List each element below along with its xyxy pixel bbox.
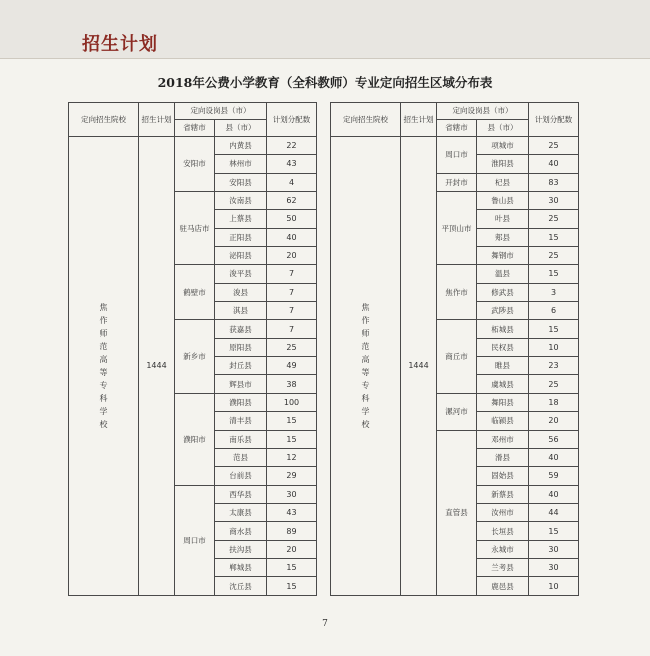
plan-total: 1444 <box>401 136 437 595</box>
quota-value: 20 <box>267 246 317 264</box>
prefecture-name: 焦作市 <box>437 265 477 320</box>
prefecture-name: 安阳市 <box>175 136 215 191</box>
quota-value: 40 <box>529 485 579 503</box>
county-name: 温县 <box>477 265 529 283</box>
quota-value: 25 <box>529 136 579 154</box>
quota-value: 56 <box>529 430 579 448</box>
prefecture-name: 周口市 <box>437 136 477 173</box>
county-name: 修武县 <box>477 283 529 301</box>
allocation-table-right <box>330 102 579 596</box>
quota-value: 59 <box>529 467 579 485</box>
header-prefecture: 省辖市 <box>437 119 477 136</box>
quota-value: 25 <box>529 246 579 264</box>
quota-value: 89 <box>267 522 317 540</box>
county-name: 汝南县 <box>215 191 267 209</box>
county-name: 范县 <box>215 448 267 466</box>
school-name <box>331 136 401 595</box>
quota-value: 25 <box>529 375 579 393</box>
quota-value: 40 <box>529 448 579 466</box>
quota-value: 43 <box>267 155 317 173</box>
county-name: 郏县 <box>477 228 529 246</box>
quota-value: 44 <box>529 503 579 521</box>
county-name: 太康县 <box>215 503 267 521</box>
header-county: 县（市） <box>215 119 267 136</box>
school-name-vertical: 焦作师范高等专科学校 <box>99 302 108 429</box>
prefecture-name: 开封市 <box>437 173 477 191</box>
quota-value: 38 <box>267 375 317 393</box>
quota-value: 3 <box>529 283 579 301</box>
quota-value: 23 <box>529 357 579 375</box>
county-name: 封丘县 <box>215 357 267 375</box>
prefecture-name: 驻马店市 <box>175 191 215 264</box>
county-name: 长垣县 <box>477 522 529 540</box>
county-name: 叶县 <box>477 210 529 228</box>
header-school: 定向招生院校 <box>69 103 139 137</box>
county-name: 内黄县 <box>215 136 267 154</box>
school-name <box>69 136 139 595</box>
quota-value: 15 <box>529 320 579 338</box>
quota-value: 22 <box>267 136 317 154</box>
quota-value: 18 <box>529 393 579 411</box>
county-name: 舞钢市 <box>477 246 529 264</box>
document-title: 2018年公费小学教育（全科教师）专业定向招生区域分布表 <box>157 75 493 90</box>
county-name: 兰考县 <box>477 559 529 577</box>
prefecture-name: 平顶山市 <box>437 191 477 264</box>
county-name: 滑县 <box>477 448 529 466</box>
quota-value: 25 <box>267 338 317 356</box>
header-plan: 招生计划 <box>139 103 175 137</box>
quota-value: 4 <box>267 173 317 191</box>
county-name: 商水县 <box>215 522 267 540</box>
quota-value: 50 <box>267 210 317 228</box>
county-name: 濮阳县 <box>215 393 267 411</box>
county-name: 台前县 <box>215 467 267 485</box>
header-region: 定向设岗县（市） <box>437 103 529 120</box>
prefecture-name: 直管县 <box>437 430 477 595</box>
quota-value: 10 <box>529 338 579 356</box>
county-name: 鲁山县 <box>477 191 529 209</box>
county-name: 淮阳县 <box>477 155 529 173</box>
county-name: 浚县 <box>215 283 267 301</box>
header-region: 定向设岗县（市） <box>175 103 267 120</box>
county-name: 固始县 <box>477 467 529 485</box>
quota-value: 49 <box>267 357 317 375</box>
county-name: 舞阳县 <box>477 393 529 411</box>
quota-value: 20 <box>267 540 317 558</box>
school-name-vertical: 焦作师范高等专科学校 <box>361 302 370 429</box>
quota-value: 40 <box>529 155 579 173</box>
county-name: 沈丘县 <box>215 577 267 596</box>
county-name: 正阳县 <box>215 228 267 246</box>
county-name: 杞县 <box>477 173 529 191</box>
quota-value: 10 <box>529 577 579 596</box>
prefecture-name: 濮阳市 <box>175 393 215 485</box>
quota-value: 15 <box>267 559 317 577</box>
prefecture-name: 周口市 <box>175 485 215 595</box>
header-county: 县（市） <box>477 119 529 136</box>
prefecture-name: 商丘市 <box>437 320 477 393</box>
county-name: 原阳县 <box>215 338 267 356</box>
quota-value: 15 <box>267 430 317 448</box>
county-name: 泌阳县 <box>215 246 267 264</box>
quota-value: 29 <box>267 467 317 485</box>
county-name: 清丰县 <box>215 412 267 430</box>
county-name: 民权县 <box>477 338 529 356</box>
quota-value: 30 <box>529 559 579 577</box>
quota-value: 7 <box>267 265 317 283</box>
county-name: 辉县市 <box>215 375 267 393</box>
quota-value: 15 <box>529 228 579 246</box>
county-name: 南乐县 <box>215 430 267 448</box>
quota-value: 83 <box>529 173 579 191</box>
quota-value: 43 <box>267 503 317 521</box>
quota-value: 15 <box>267 577 317 596</box>
county-name: 临颍县 <box>477 412 529 430</box>
quota-value: 7 <box>267 320 317 338</box>
prefecture-name: 新乡市 <box>175 320 215 393</box>
plan-total: 1444 <box>139 136 175 595</box>
county-name: 鹿邑县 <box>477 577 529 596</box>
county-name: 新蔡县 <box>477 485 529 503</box>
county-name: 安阳县 <box>215 173 267 191</box>
page-number: 7 <box>322 619 328 629</box>
county-name: 汝州市 <box>477 503 529 521</box>
county-name: 淇县 <box>215 302 267 320</box>
header-quota: 计划分配数 <box>267 103 317 137</box>
header-prefecture: 省辖市 <box>175 119 215 136</box>
table-row <box>331 136 579 154</box>
quota-value: 20 <box>529 412 579 430</box>
quota-value: 15 <box>529 522 579 540</box>
county-name: 扶沟县 <box>215 540 267 558</box>
quota-value: 12 <box>267 448 317 466</box>
county-name: 睢县 <box>477 357 529 375</box>
allocation-table-left <box>68 102 317 596</box>
prefecture-name: 鹤壁市 <box>175 265 215 320</box>
quota-value: 100 <box>267 393 317 411</box>
county-name: 上蔡县 <box>215 210 267 228</box>
county-name: 武陟县 <box>477 302 529 320</box>
quota-value: 15 <box>267 412 317 430</box>
county-name: 邓州市 <box>477 430 529 448</box>
prefecture-name: 漯河市 <box>437 393 477 430</box>
header-school: 定向招生院校 <box>331 103 401 137</box>
quota-value: 30 <box>529 540 579 558</box>
county-name: 虞城县 <box>477 375 529 393</box>
county-name: 浚平县 <box>215 265 267 283</box>
header-row <box>69 103 317 120</box>
county-name: 西华县 <box>215 485 267 503</box>
county-name: 林州市 <box>215 155 267 173</box>
section-title: 招生计划 <box>82 34 158 55</box>
county-name: 永城市 <box>477 540 529 558</box>
header-row <box>331 103 579 120</box>
title-divider <box>0 58 650 59</box>
quota-value: 7 <box>267 283 317 301</box>
quota-value: 7 <box>267 302 317 320</box>
quota-value: 30 <box>529 191 579 209</box>
quota-value: 62 <box>267 191 317 209</box>
quota-value: 40 <box>267 228 317 246</box>
county-name: 项城市 <box>477 136 529 154</box>
table-row <box>69 136 317 154</box>
county-name: 柘城县 <box>477 320 529 338</box>
quota-value: 15 <box>529 265 579 283</box>
quota-value: 25 <box>529 210 579 228</box>
header-plan: 招生计划 <box>401 103 437 137</box>
header-quota: 计划分配数 <box>529 103 579 137</box>
county-name: 获嘉县 <box>215 320 267 338</box>
county-name: 郸城县 <box>215 559 267 577</box>
quota-value: 6 <box>529 302 579 320</box>
quota-value: 30 <box>267 485 317 503</box>
